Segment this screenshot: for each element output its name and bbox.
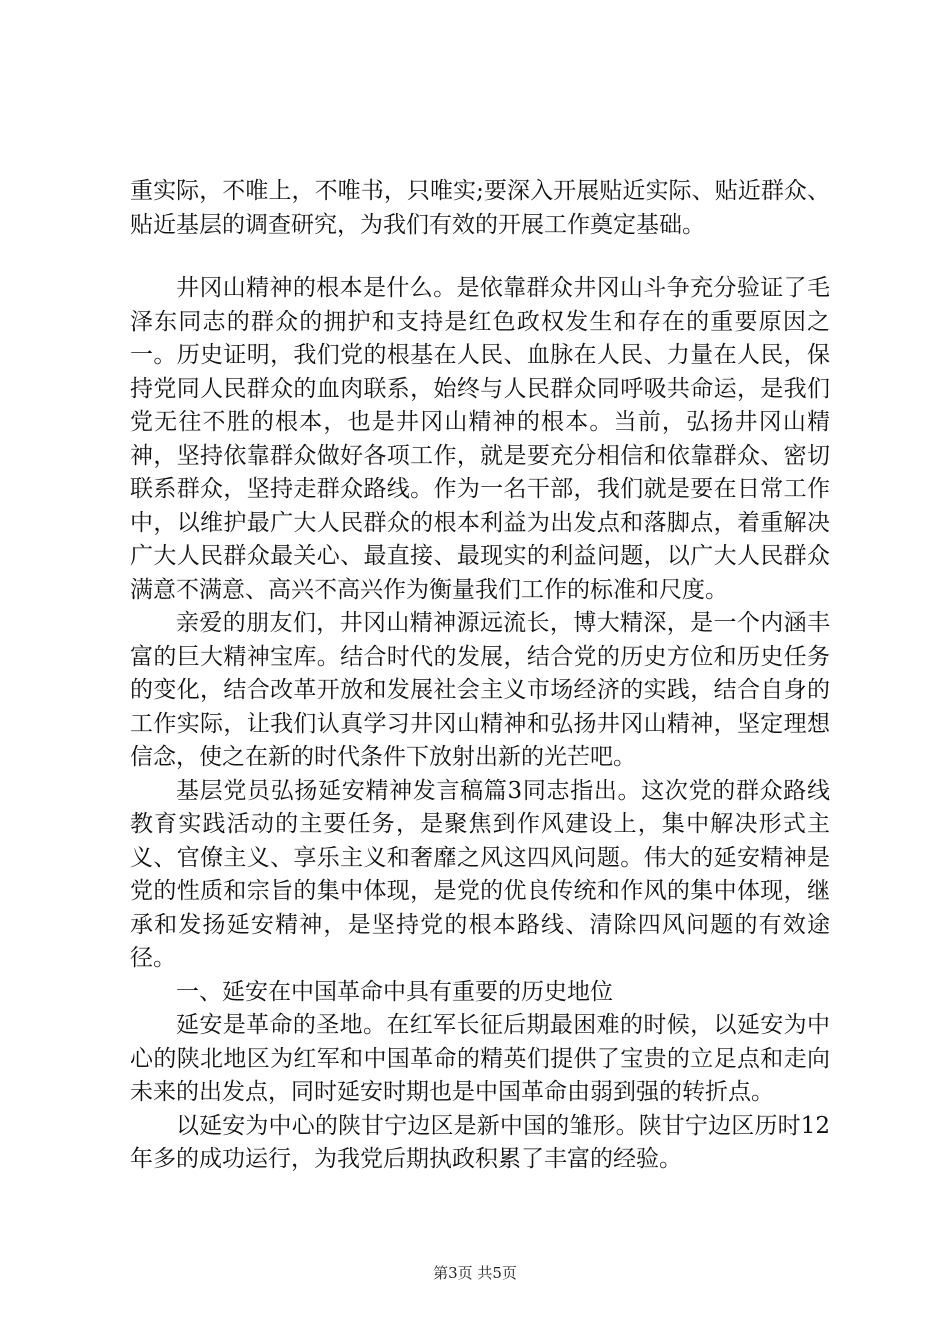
paragraph: 重实际，不唯上，不唯书，只唯实;要深入开展贴近实际、贴近群众、贴近基层的调查研究，为我们有效的开展工作奠定基础。 [130,178,830,238]
paragraph: 亲爱的朋友们，井冈山精神源远流长，博大精深，是一个内涵丰富的巨大精神宝库。结合时代的发展，结合党的历史方位和历史任务的变化，结合改革开放和发展社会主义市场经济的实践，结合自身的工作实际，让我们认真学习井冈山精神和弘扬井冈山精神，坚定理想信念，使之在新的时代条件下放射出新的光芒吧。 [130,610,830,770]
page-number: 第3页 共5页 [433,1264,517,1282]
paragraph-gap [130,242,830,272]
paragraph: 基层党员弘扬延安精神发言稿篇3同志指出。这次党的群众路线教育实践活动的主要任务，是聚焦到作风建设上，集中解决形式主义、官僚主义、享乐主义和奢靡之风这四风问题。伟大的延安精神是党的性质和宗旨的集中体现，是党的优良传统和作风的集中体现，继承和发扬延安精神，是坚持党的根本路线、清除四风问题的有效途径。 [130,777,830,971]
section-heading: 一、延安在中国革命中具有重要的历史地位 [176,978,613,1005]
paragraph: 井冈山精神的根本是什么。是依靠群众井冈山斗争充分验证了毛泽东同志的群众的拥护和支持是红色政权发生和存在的重要原因之一。历史证明，我们党的根基在人民、血脉在人民、力量在人民，保持党同人民群众的血肉联系，始终与人民群众同呼吸共命运，是我们党无往不胜的根本，也是井冈山精神的根本。当前，弘扬井冈山精神，坚持依靠群众做好各项工作，就是要充分相信和依靠群众、密切联系群众，坚持走群众路线。作为一名干部，我们就是要在日常工作中，以维护最广大人民群众的根本利益为出发点和落脚点，着重解决广大人民群众最关心、最直接、最现实的利益问题，以广大人民群众满意不满意、高兴不高兴作为衡量我们工作的标准和尺度。 [130,275,830,603]
paragraph: 以延安为中心的陕甘宁边区是新中国的雏形。陕甘宁边区历时12年多的成功运行，为我党后期执政积累了丰富的经验。 [130,1112,830,1172]
document-body [130,175,830,1177]
paragraph: 延安是革命的圣地。在红军长征后期最困难的时候，以延安为中心的陕北地区为红军和中国革命的精英们提供了宝贵的立足点和走向未来的出发点，同时延安时期也是中国革命由弱到强的转折点。 [130,1012,830,1105]
